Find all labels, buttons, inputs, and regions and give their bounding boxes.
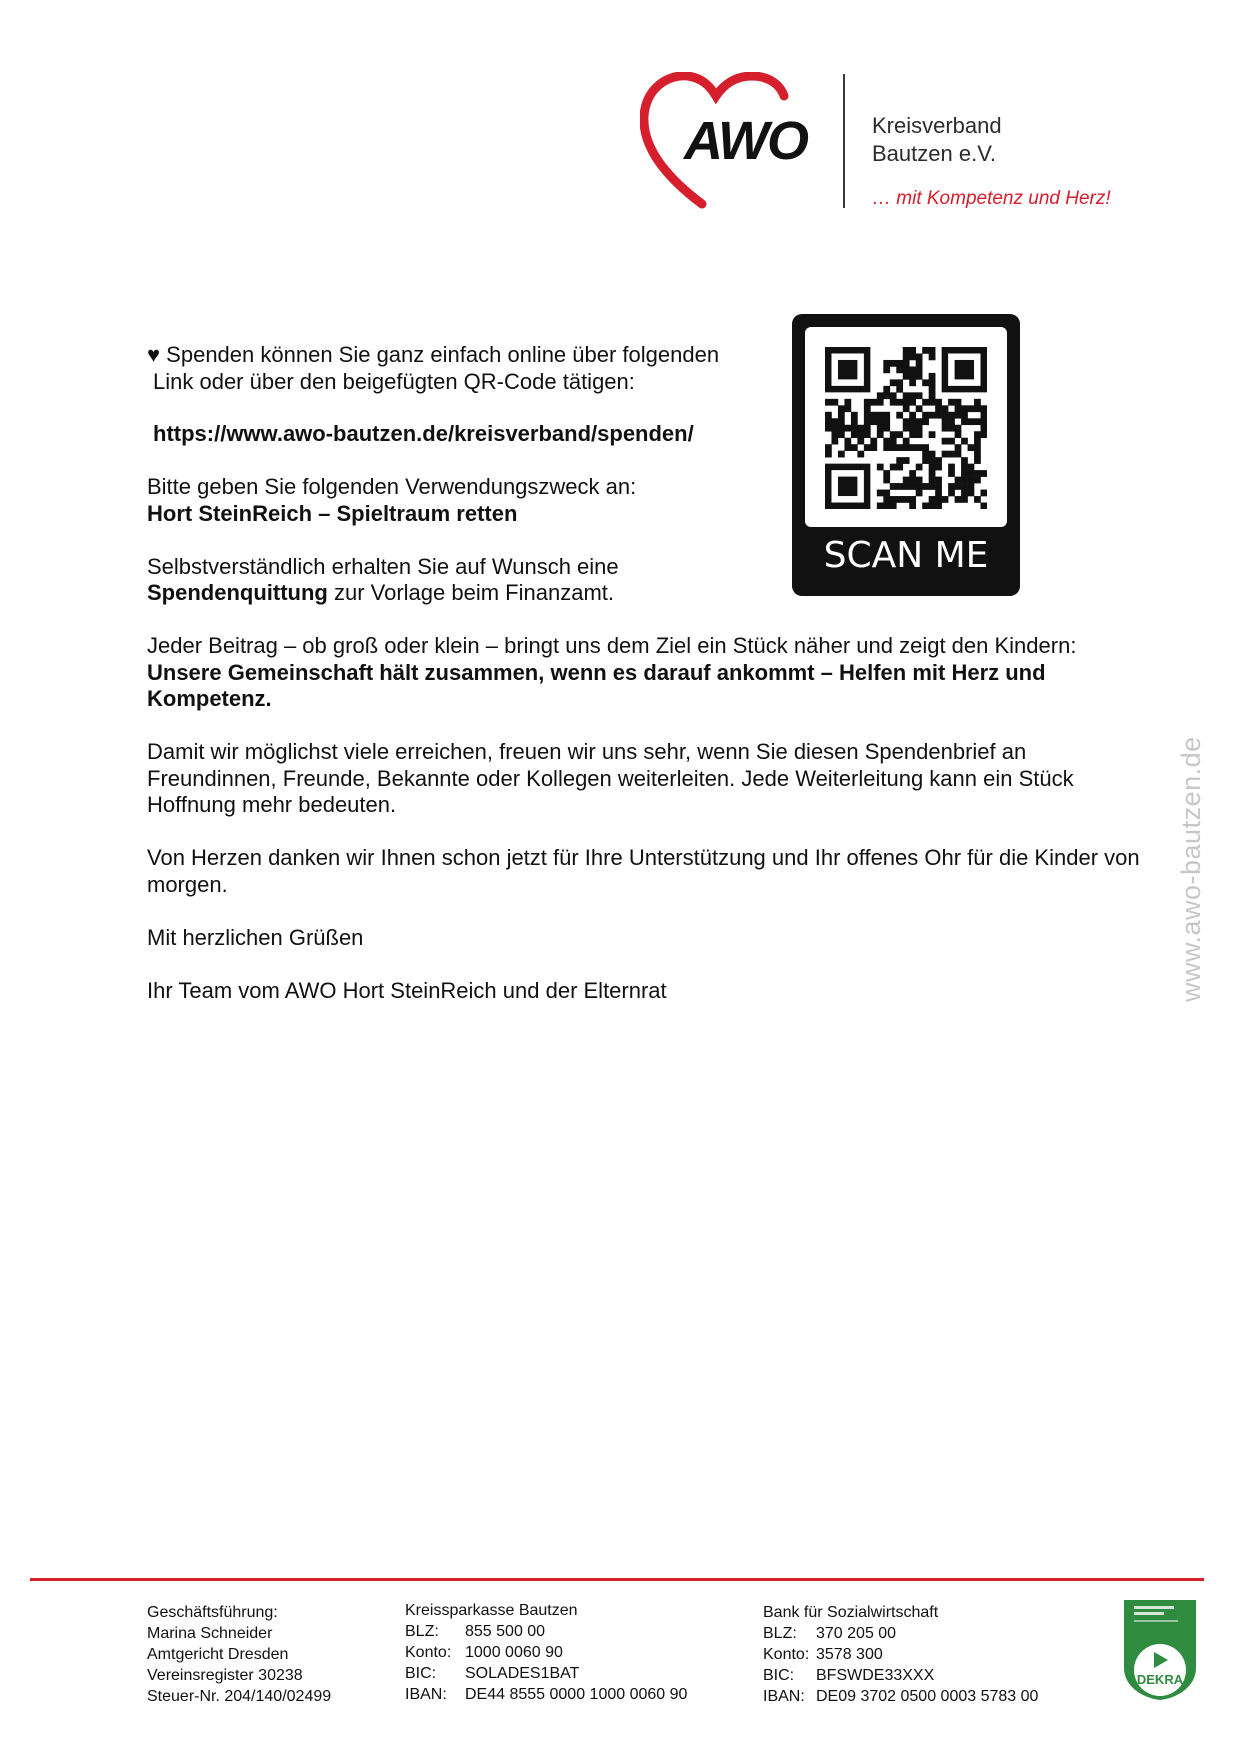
org-line-1: Kreisverband [872,113,1002,138]
management-line-5: Steuer-Nr. 204/140/02499 [147,1688,332,1705]
org-line-2: Bautzen e.V. [872,141,996,166]
bank1-bic-label: BIC: [405,1665,437,1682]
bank1-iban-row [405,1684,687,1705]
receipt-line-1: Selbstverständlich erhalten Sie auf Wunsch eine [147,553,619,579]
bank2-konto-label: Konto: [763,1646,810,1663]
receipt-line-2 [147,580,1147,607]
bank1-blz-row [405,1621,687,1642]
bank1-iban-label: IBAN: [405,1686,447,1703]
dekra-text: DEKRA [1136,1672,1184,1687]
receipt-bold: Spendenquittung [147,580,328,605]
scan-me-label: SCAN ME [823,535,989,576]
dekra-certification-badge [1122,1598,1198,1702]
thanks-text: Von Herzen danken wir Ihnen schon jetzt für Ihre Unterstützung und Ihr offenes Ohr für die Kinder von morgen. [147,845,1140,897]
bank1-blz-label: BLZ: [405,1623,439,1640]
receipt-rest: zur Vorlage beim Finanzamt. [327,580,614,605]
share-text: Damit wir möglichst viele erreichen, freuen wir uns sehr, wenn Sie diesen Spendenbrief an Freundinnen, Freunde, Bekannte oder Kollegen weiterleiten. Jede Weiterleitung kann ein Stück Hoffnung mehr bedeuten. [147,739,1074,817]
bank2-blz: 370 205 00 [816,1625,897,1642]
slogan: … mit Kompetenz und Herz! [872,188,1111,209]
awo-logo [640,72,820,212]
bank2-konto-row [763,1644,1038,1665]
bank2-bic: BFSWDE33XXX [816,1667,935,1684]
organization-name [872,112,1002,168]
management-line-2: Marina Schneider [147,1625,273,1642]
greeting: Mit herzlichen Grüßen [147,924,364,950]
bank2-iban: DE09 3702 0500 0003 5783 00 [816,1688,1039,1705]
bank1-konto-label: Konto: [405,1644,452,1661]
footer-bank-2 [763,1602,1038,1707]
bank2-blz-label: BLZ: [763,1625,797,1642]
contribution-bold: Unsere Gemeinschaft hält zusammen, wenn es darauf ankommt – Helfen mit Herz und Kompetenz. [147,659,1046,711]
bank1-bic-row [405,1663,687,1684]
bank1-iban: DE44 8555 0000 1000 0060 90 [465,1686,688,1703]
bank2-blz-row [763,1623,1038,1644]
footer-bank-1 [405,1600,687,1705]
contribution-text: Jeder Beitrag – ob groß oder klein – bringt uns dem Ziel ein Stück näher und zeigt den Kindern: [147,633,1077,658]
bank1-konto-row [405,1642,687,1663]
intro-line-1: ♥ Spenden können Sie ganz einfach online über folgenden [147,342,720,367]
bank1-name: Kreissparkasse Bautzen [405,1602,578,1619]
side-website-url: www.awo-bautzen.de [1176,736,1206,1002]
bank1-konto: 1000 0060 90 [465,1644,563,1661]
management-line-4: Vereinsregister 30238 [147,1667,303,1684]
purpose-bold: Hort SteinReich – Spieltraum retten [147,500,518,526]
signature: Ihr Team vom AWO Hort SteinReich und der Elternrat [147,977,667,1003]
donation-link[interactable]: https://www.awo-bautzen.de/kreisverband/spenden/ [153,421,694,446]
logo-divider [843,74,845,208]
footer-divider [30,1578,1204,1581]
bank1-blz: 855 500 00 [465,1623,546,1640]
management-line-3: Amtgericht Dresden [147,1646,289,1663]
purpose-intro: Bitte geben Sie folgenden Verwendungszweck an: [147,474,637,499]
footer-management [147,1602,331,1707]
management-line-1: Geschäftsführung: [147,1604,278,1621]
bank2-bic-label: BIC: [763,1667,795,1684]
purpose-text [147,501,1147,528]
letter-body [147,342,1147,1004]
contribution-bold-text [147,660,1147,713]
bank2-bic-row [763,1665,1038,1686]
bank1-bic: SOLADES1BAT [465,1665,580,1682]
bank2-iban-row [763,1686,1038,1707]
logo-text: AWO [684,111,807,171]
bank2-konto: 3578 300 [816,1646,883,1663]
bank2-iban-label: IBAN: [763,1688,805,1705]
bank2-name: Bank für Sozialwirtschaft [763,1604,939,1621]
intro-line-2: Link oder über den beigefügten QR-Code tätigen: [153,368,635,394]
